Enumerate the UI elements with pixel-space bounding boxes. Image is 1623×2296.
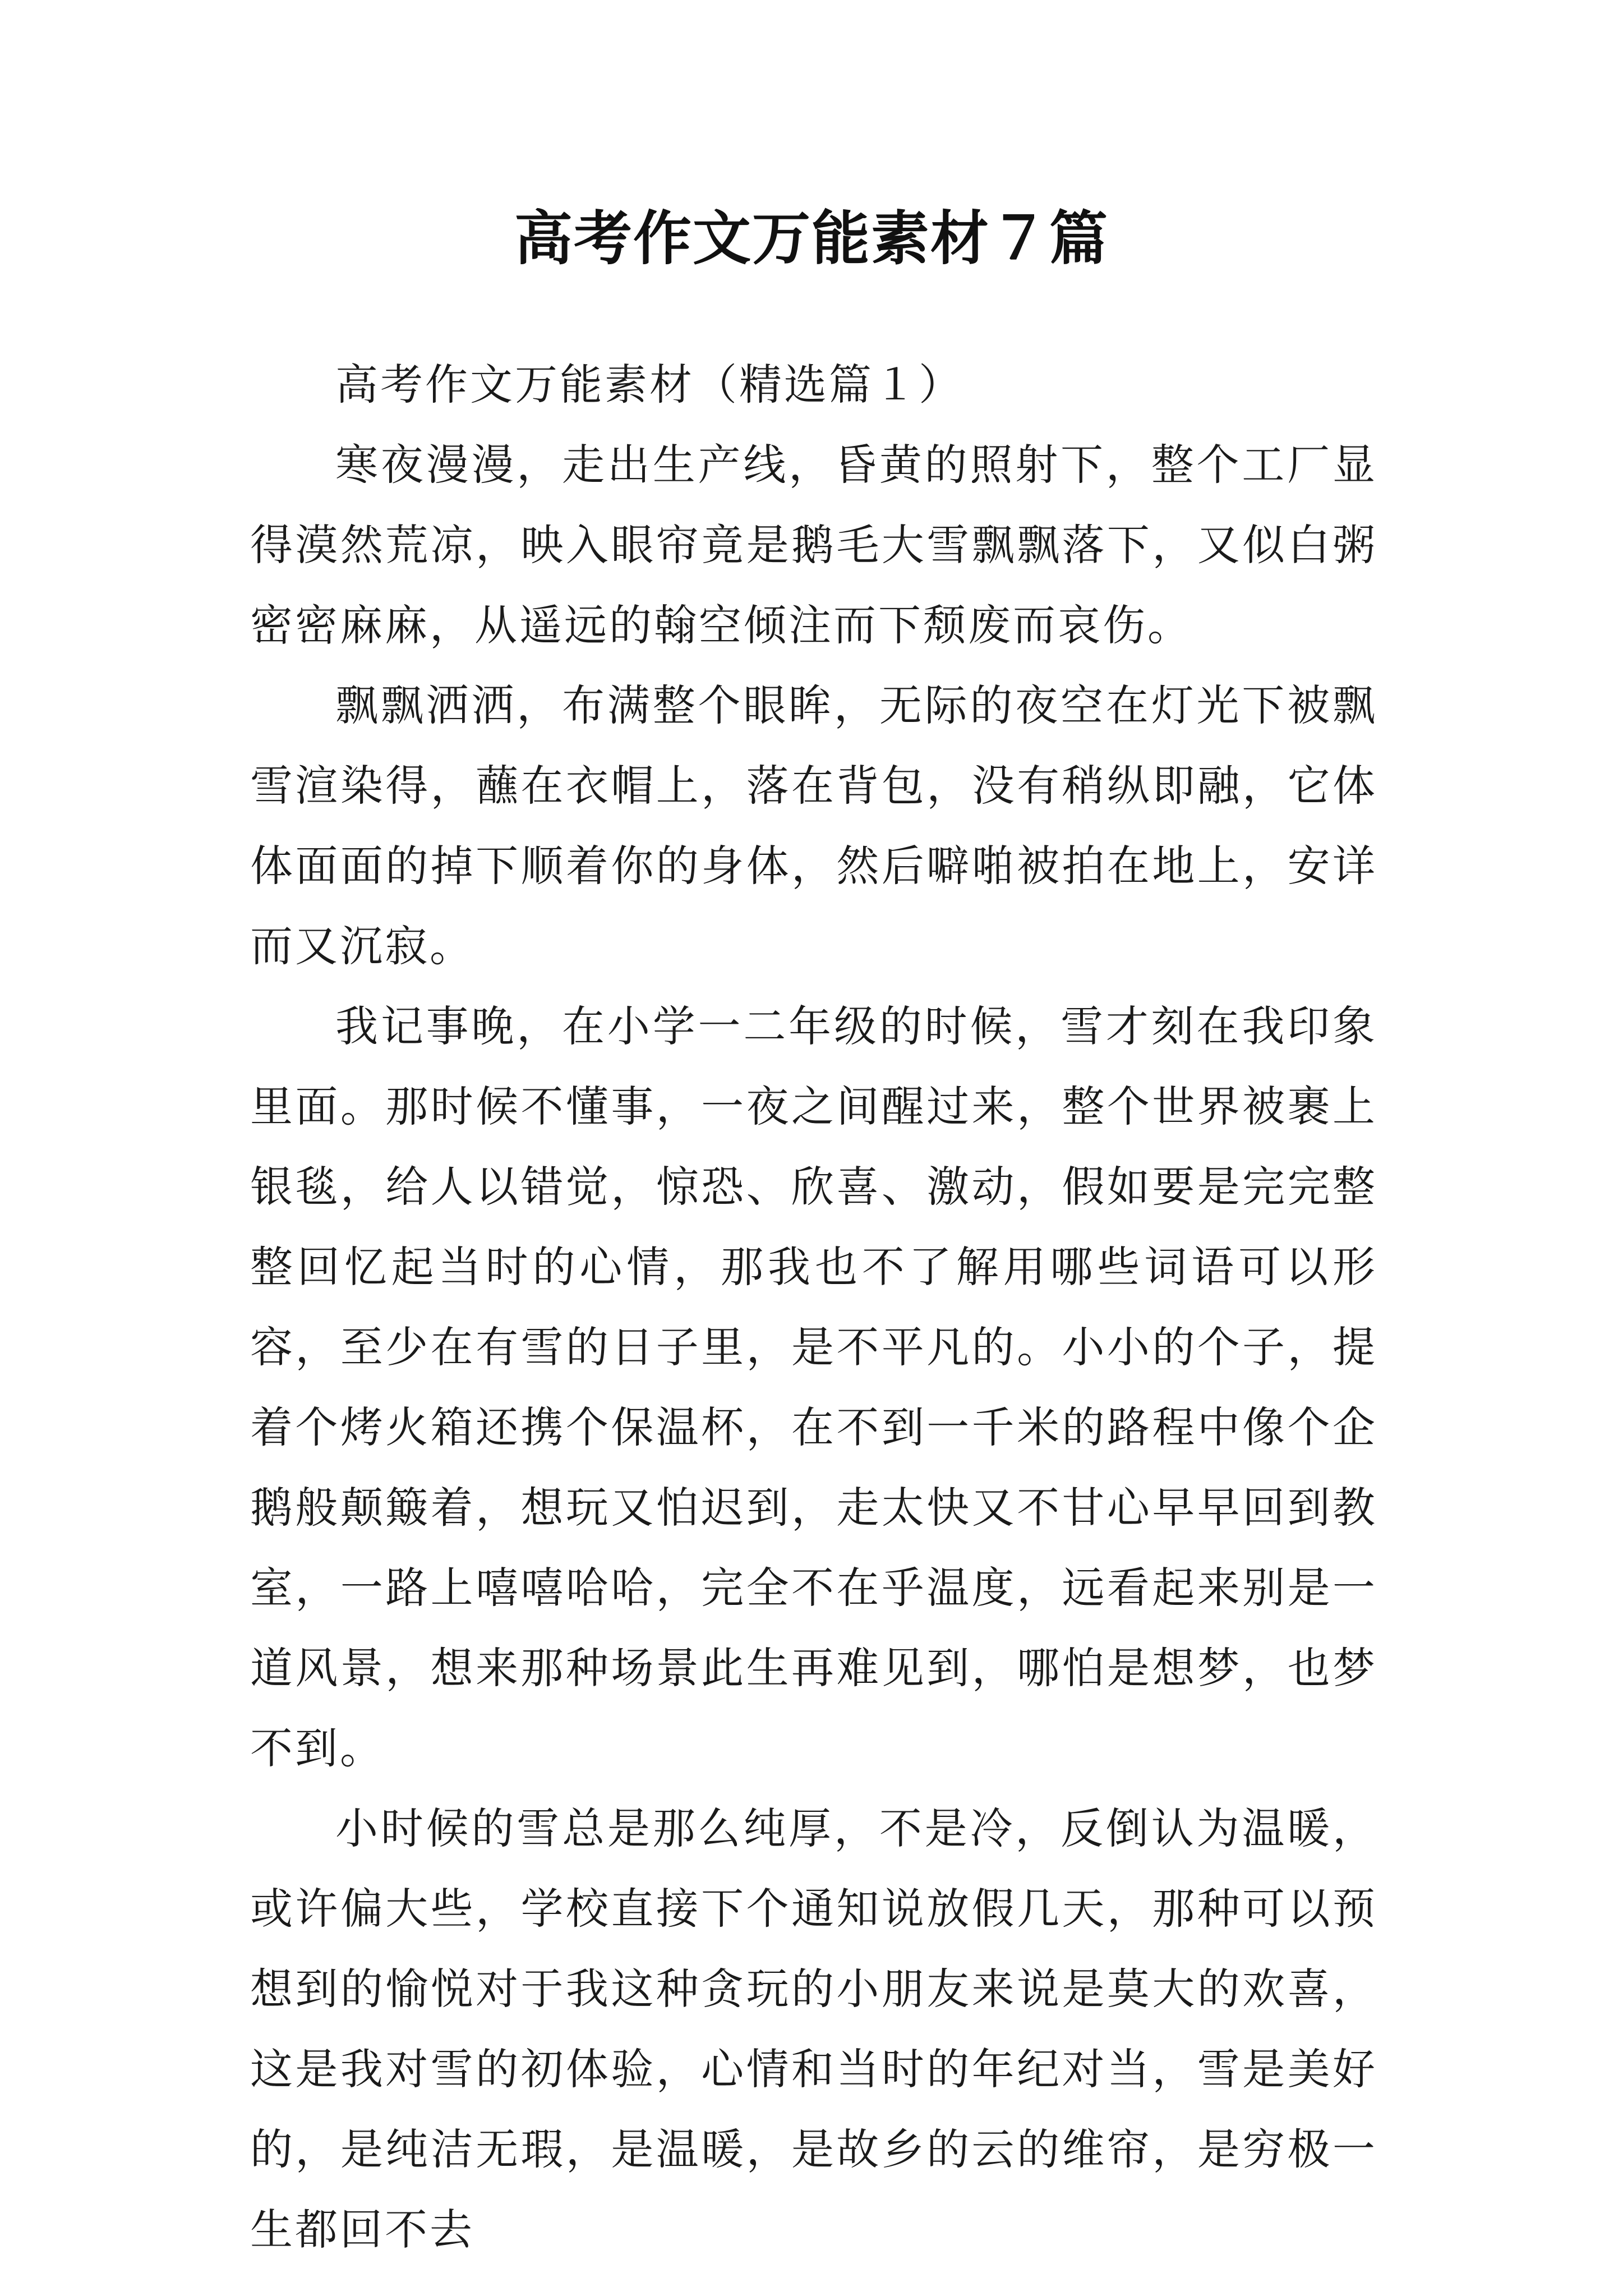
document-body — [250, 344, 1377, 2270]
paragraph: 小时候的雪总是那么纯厚，不是冷，反倒认为温暖，或许偏大些，学校直接下个通知说放假几天，那种可以预想到的愉悦对于我这种贪玩的小朋友来说是莫大的欢喜，这是我对雪的初体验，心情和当时的年纪对当，雪是美好的，是纯洁无瑕，是温暖，是故乡的云的维帘，是穷极一生都回不去 — [250, 1803, 1377, 2254]
paragraph: 飘飘洒洒，布满整个眼眸，无际的夜空在灯光下被飘雪渲染得，蘸在衣帽上，落在背包，没有稍纵即融，它体体面面的掉下顺着你的身体，然后噼啪被拍在地上，安详而又沉寂。 — [250, 680, 1377, 971]
paragraph: 寒夜漫漫，走出生产线，昏黄的照射下，整个工厂显得漠然荒凉，映入眼帘竟是鹅毛大雪飘飘落下，又似白粥密密麻麻，从遥远的翰空倾注而下颓废而哀伤。 — [250, 440, 1377, 650]
section-heading: 高考作文万能素材（精选篇１） — [335, 360, 963, 409]
document-title: 高考作文万能素材７篇 — [514, 204, 1109, 273]
paragraph: 我记事晚，在小学一二年级的时候，雪才刻在我印象里面。那时候不懂事，一夜之间醒过来，整个世界被裹上银毯，给人以错觉，惊恐、欣喜、激动，假如要是完完整整回忆起当时的心情，那我也不了解用哪些词语可以形容，至少在有雪的日子里，是不平凡的。小小的个子，提着个烤火箱还携个保温杯，在不到一千米的路程中像个企鹅般颠簸着，想玩又怕迟到，走太快又不甘心早早回到教室，一路上嘻嘻哈哈，完全不在乎温度，远看起来别是一道风景，想来那种场景此生再难见到，哪怕是想梦，也梦不到。 — [250, 1001, 1377, 1773]
